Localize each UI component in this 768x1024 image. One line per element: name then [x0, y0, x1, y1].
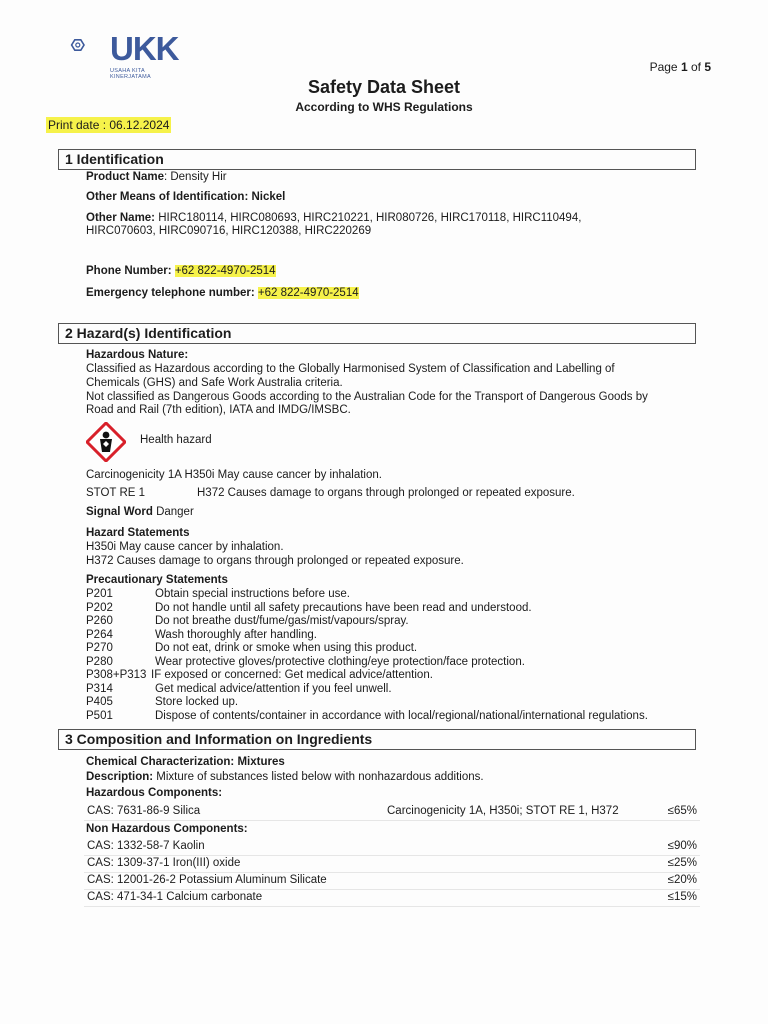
hazardous-nature-line: Classified as Hazardous according to the Globally Harmonised System of Classification and Labelling of — [86, 363, 615, 375]
hazard-statement: H372 Causes damage to organs through prolonged or repeated exposure. — [86, 555, 464, 567]
chemical-characterization: Chemical Characterization: Mixtures — [86, 756, 285, 768]
precaution-text: Do not handle until all safety precautions have been read and understood. — [155, 602, 532, 614]
precaution-text: Get medical advice/attention if you feel unwell. — [155, 683, 392, 695]
section-2-header: 2 Hazard(s) Identification — [58, 323, 696, 344]
description: Description: Mixture of substances listed below with nonhazardous additions. — [86, 771, 484, 783]
hazardous-components-label: Hazardous Components: — [86, 787, 223, 799]
cas-cell: CAS: 471-34-1 Calcium carbonate — [87, 891, 263, 903]
signal-word: Signal Word Danger — [86, 506, 194, 518]
percent-cell: ≤65% — [667, 805, 697, 817]
page-number: Page 1 of 5 — [649, 60, 711, 74]
cas-cell: CAS: 1309-37-1 Iron(III) oxide — [87, 857, 241, 869]
classification-line: Carcinogenicity 1A H350i May cause cancer by inhalation. — [86, 469, 382, 481]
precaution-text: Wear protective gloves/protective clothing/eye protection/face protection. — [155, 656, 525, 668]
percent-cell: ≤20% — [667, 874, 697, 886]
hazardous-nature-line: Road and Rail (7th edition), IATA and IMDG/IMSBC. — [86, 404, 351, 416]
percent-cell: ≤15% — [667, 891, 697, 903]
precaution-code: P314 — [86, 683, 113, 695]
phone-number: Phone Number: +62 822-4970-2514 — [86, 265, 276, 277]
precaution-text: Do not breathe dust/fume/gas/mist/vapours/spray. — [155, 615, 409, 627]
precaution-code: P308+P313 — [86, 669, 147, 681]
percent-cell: ≤25% — [667, 857, 697, 869]
hazardous-nature-line: Chemicals (GHS) and Safe Work Australia criteria. — [86, 377, 343, 389]
precaution-code: P202 — [86, 602, 113, 614]
cas-cell: CAS: 12001-26-2 Potassium Aluminum Silicate — [87, 874, 327, 886]
precaution-code: P201 — [86, 588, 113, 600]
company-logo-icon — [68, 32, 112, 66]
table-row — [84, 804, 700, 821]
other-name-line1: Other Name: HIRC180114, HIRC080693, HIRC210221, HIR080726, HIRC170118, HIRC110494, — [86, 212, 582, 224]
document-title: Safety Data Sheet — [307, 77, 461, 97]
document-subtitle: According to WHS Regulations — [295, 100, 473, 114]
table-row — [84, 890, 700, 907]
non-hazardous-components-label: Non Hazardous Components: — [86, 823, 248, 835]
precaution-text: Wash thoroughly after handling. — [155, 629, 317, 641]
precaution-code: P264 — [86, 629, 113, 641]
table-row — [84, 856, 700, 873]
hazard-statements-label: Hazard Statements — [86, 527, 190, 539]
precaution-code: P501 — [86, 710, 113, 722]
section-3-header: 3 Composition and Information on Ingredients — [58, 729, 696, 750]
pictogram-label: Health hazard — [140, 434, 212, 446]
hazardous-nature-line: Not classified as Dangerous Goods according to the Australian Code for the Transport of Dangerous Goods by — [86, 391, 648, 403]
precaution-text: Dispose of contents/container in accordance with local/regional/national/international regulations. — [155, 710, 648, 722]
emergency-phone: Emergency telephone number: +62 822-4970-2514 — [86, 287, 359, 299]
cas-cell: CAS: 7631-86-9 Silica — [87, 805, 201, 817]
classification-cell: Carcinogenicity 1A, H350i; STOT RE 1, H372 — [387, 805, 619, 817]
precaution-code: P270 — [86, 642, 113, 654]
hazardous-nature-label: Hazardous Nature: — [86, 349, 189, 361]
table-row — [84, 839, 700, 856]
precautionary-label: Precautionary Statements — [86, 574, 228, 586]
logo-wordmark: UKK — [110, 30, 179, 67]
precaution-text: Obtain special instructions before use. — [155, 588, 350, 600]
cas-cell: CAS: 1332-58-7 Kaolin — [87, 840, 205, 852]
precaution-text: Do not eat, drink or smoke when using this product. — [155, 642, 418, 654]
hazard-statement: H350i May cause cancer by inhalation. — [86, 541, 284, 553]
section-1-header: 1 Identification — [58, 149, 696, 170]
precaution-code: P260 — [86, 615, 113, 627]
precaution-code: P405 — [86, 696, 113, 708]
print-date: Print date : 06.12.2024 — [48, 118, 170, 132]
health-hazard-icon — [86, 422, 126, 462]
classification-text: H372 Causes damage to organs through prolonged or repeated exposure. — [197, 487, 575, 499]
precaution-text: Store locked up. — [155, 696, 239, 708]
precaution-text: IF exposed or concerned: Get medical advice/attention. — [151, 669, 433, 681]
other-means: Other Means of Identification: Nickel — [86, 191, 286, 203]
table-row — [84, 873, 700, 890]
product-name: Product Name: Density Hir — [86, 171, 227, 183]
logo-subtitle: USAHA KITA KINERJATAMA — [110, 68, 151, 80]
classification-line: STOT RE 1 — [86, 487, 146, 499]
percent-cell: ≤90% — [667, 840, 697, 852]
other-name-line2: HIRC070603, HIRC090716, HIRC120388, HIRC220269 — [86, 225, 372, 237]
precaution-code: P280 — [86, 656, 113, 668]
